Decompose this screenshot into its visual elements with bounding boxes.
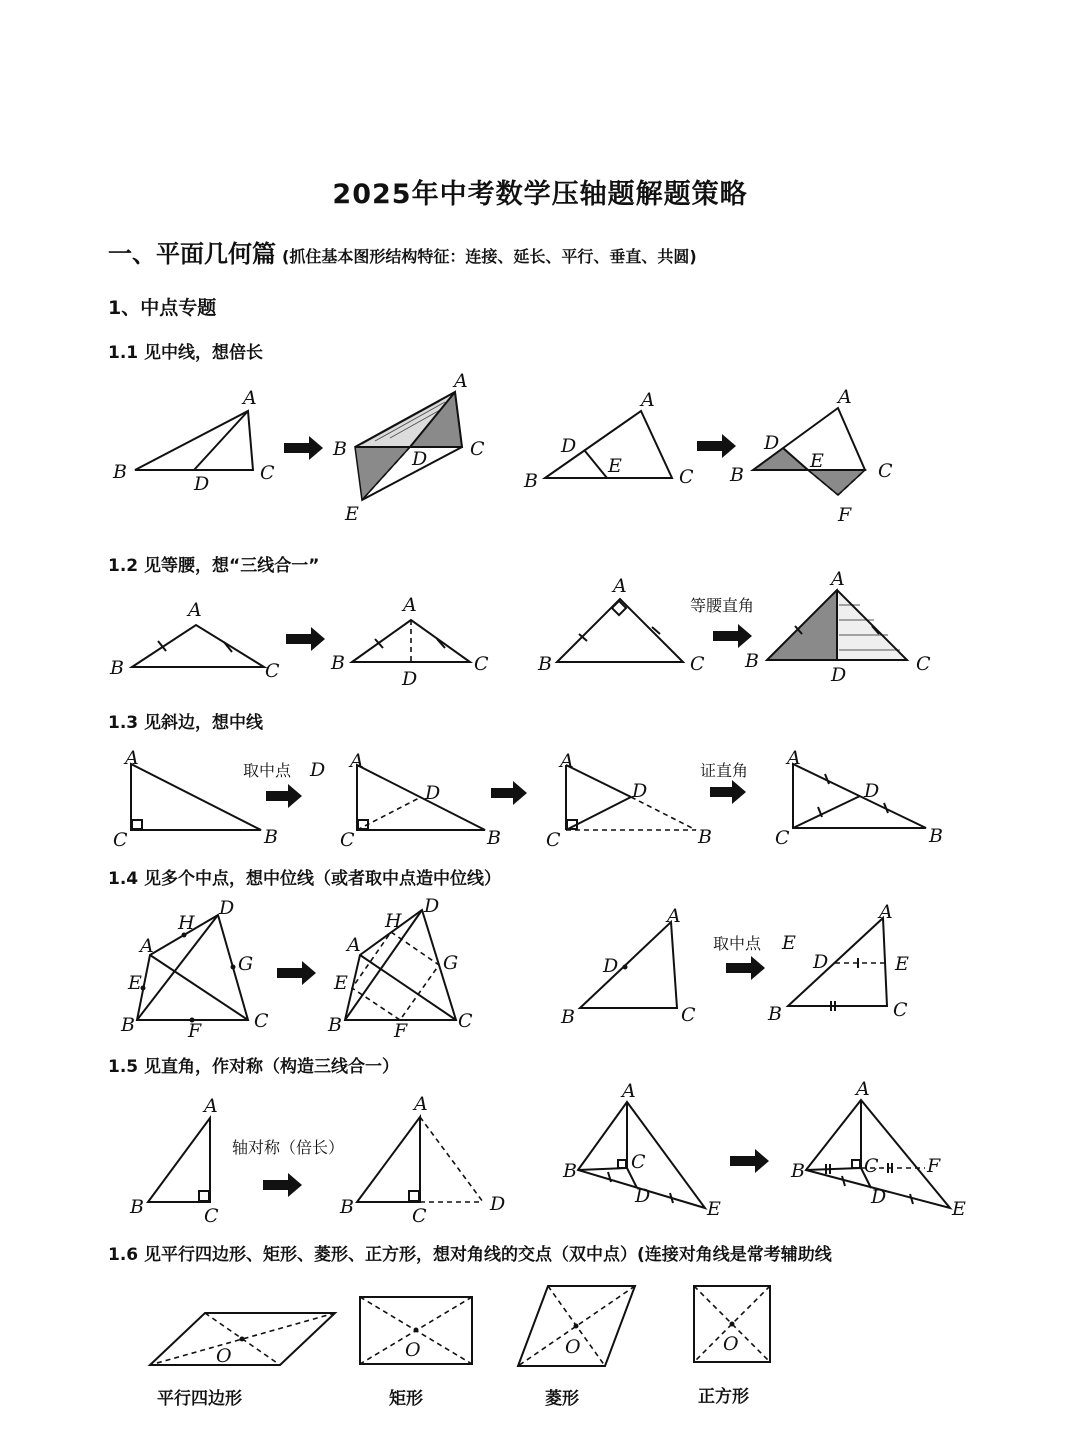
label-D: D: [831, 664, 847, 686]
label-A: A: [787, 747, 801, 769]
label-B: B: [333, 438, 347, 460]
label-D: D: [864, 780, 880, 802]
label-B: B: [113, 461, 127, 483]
label-A: A: [622, 1080, 636, 1102]
label-E: E: [895, 953, 909, 975]
label-B: B: [730, 464, 744, 486]
caption-rhombus: 菱形: [545, 1389, 579, 1409]
subsection-1-2: 1.2 见等腰，想“三线合一”: [108, 556, 320, 576]
label-B: B: [791, 1160, 805, 1182]
label-C: C: [916, 653, 931, 675]
section-note: (抓住基本图形结构特征：连接、延长、平行、垂直、共圆): [282, 247, 697, 266]
figure-1-4-midline: [767, 901, 909, 1025]
label-B: B: [487, 827, 501, 849]
figure-1-1-median-triangle: [112, 387, 275, 495]
label-C: C: [775, 827, 790, 849]
label-E: E: [707, 1198, 721, 1220]
label-B: B: [331, 652, 345, 674]
label-D: D: [632, 780, 648, 802]
arrow-right-icon: [726, 956, 765, 980]
label-C: C: [893, 999, 908, 1021]
label-F: F: [188, 1020, 202, 1042]
label-F: F: [838, 504, 852, 526]
arrow-right-icon: [710, 780, 746, 804]
label-C: C: [412, 1205, 427, 1227]
label-D: D: [635, 1185, 651, 1207]
figure-1-2-split: [744, 568, 931, 686]
label-D: D: [412, 448, 428, 470]
label-A: A: [856, 1078, 870, 1100]
label-D: D: [402, 668, 418, 690]
figure-1-1-doubled-median: [332, 370, 485, 525]
label-C: C: [878, 460, 893, 482]
annotation-isosceles-right: 等腰直角: [690, 596, 755, 615]
label-D: D: [424, 895, 440, 917]
label-B: B: [121, 1014, 135, 1036]
label-B: B: [698, 826, 712, 848]
label-F: F: [394, 1020, 408, 1042]
label-B: B: [563, 1160, 577, 1182]
label-C: C: [690, 653, 705, 675]
label-D: D: [425, 782, 441, 804]
label-O: O: [565, 1336, 581, 1358]
label-B: B: [768, 1003, 782, 1025]
label-C: C: [474, 653, 489, 675]
label-O: O: [405, 1339, 421, 1361]
label-C: C: [681, 1004, 696, 1026]
arrow-right-icon: [491, 781, 527, 805]
label-B: B: [328, 1014, 342, 1036]
label-A: A: [454, 370, 468, 392]
label-B: B: [524, 470, 538, 492]
label-E: E: [128, 972, 142, 994]
document-title: 2025年中考数学压轴题解题策略: [332, 179, 748, 210]
annotation-axial-symmetry: 轴对称（倍长）: [232, 1138, 345, 1157]
label-A: A: [204, 1095, 218, 1117]
figure-1-5-reflected: [339, 1093, 505, 1227]
figure-1-6-rectangle: [360, 1297, 472, 1364]
figure-1-4-triangle: [560, 905, 696, 1028]
label-A: A: [667, 905, 681, 927]
label-C: C: [260, 462, 275, 484]
label-C: C: [470, 438, 485, 460]
figure-1-3-midpoint: [340, 750, 501, 851]
label-A: A: [641, 389, 655, 411]
annotation-prove-right-angle: 证直角: [700, 761, 749, 780]
figure-1-2-isosceles: [109, 599, 280, 682]
label-H: H: [385, 910, 402, 932]
caption-parallelogram: 平行四边形: [157, 1389, 242, 1409]
label-E: E: [782, 932, 796, 954]
label-C: C: [265, 660, 280, 682]
label-O: O: [723, 1333, 739, 1355]
label-E: E: [952, 1198, 966, 1220]
label-G: G: [443, 952, 459, 974]
figure-1-6-parallelogram: [150, 1313, 335, 1367]
label-D: D: [603, 955, 619, 977]
label-A: A: [243, 387, 257, 409]
figure-1-6-rhombus: [518, 1286, 635, 1366]
label-A: A: [347, 934, 361, 956]
label-C: C: [864, 1155, 879, 1177]
label-B: B: [264, 826, 278, 848]
arrow-right-icon: [697, 434, 736, 458]
subsection-1-3: 1.3 见斜边，想中线: [108, 713, 264, 733]
subsection-1-4: 1.4 见多个中点，想中位线（或者取中点造中位线）: [108, 869, 502, 889]
label-A: A: [613, 575, 627, 597]
annotation-take-midpoint-d: 取中点: [243, 761, 292, 780]
label-A: A: [879, 901, 893, 923]
figure-1-5-triangle-two: [562, 1080, 721, 1220]
label-F: F: [927, 1155, 941, 1177]
label-G: G: [238, 953, 254, 975]
label-A: A: [403, 594, 417, 616]
label-E: E: [345, 503, 359, 525]
label-A: A: [414, 1093, 428, 1115]
label-B: B: [538, 653, 552, 675]
label-C: C: [254, 1010, 269, 1032]
figure-1-4-midlines: [327, 895, 473, 1042]
label-E: E: [608, 455, 622, 477]
arrow-right-icon: [277, 961, 316, 985]
label-D: D: [871, 1186, 887, 1208]
subsection-1-6: 1.6 见平行四边形、矩形、菱形、正方形，想对角线的交点（双中点）(连接对角线是常考辅助线: [108, 1245, 832, 1265]
label-A: A: [838, 386, 852, 408]
label-C: C: [113, 829, 128, 851]
label-E: E: [334, 972, 348, 994]
label-B: B: [745, 650, 759, 672]
label-D: D: [219, 897, 235, 919]
label-D: D: [561, 435, 577, 457]
label-D: D: [194, 473, 210, 495]
label-B: B: [130, 1196, 144, 1218]
label-A: A: [350, 750, 364, 772]
figure-1-2-right-isosceles: [537, 575, 705, 675]
topic-heading: 1、中点专题: [108, 297, 217, 319]
label-C: C: [631, 1151, 646, 1173]
label-B: B: [929, 825, 943, 847]
label-A: A: [560, 750, 574, 772]
figure-1-3-extended: [546, 750, 712, 851]
caption-rectangle: 矩形: [389, 1389, 423, 1409]
label-E: E: [810, 450, 824, 472]
label-D: D: [813, 951, 829, 973]
figure-1-6-square: [694, 1286, 770, 1362]
label-C: C: [340, 829, 355, 851]
arrow-right-icon: [266, 784, 302, 808]
label-B: B: [110, 657, 124, 679]
figure-1-1-midpoint-triangle: [523, 389, 694, 492]
figure-1-5-symmetric: [790, 1078, 966, 1220]
figure-1-1-extended: [729, 386, 893, 526]
label-C: C: [679, 466, 694, 488]
label-H: H: [178, 912, 195, 934]
section-title: 一、平面几何篇: [108, 240, 276, 268]
label-C: C: [458, 1010, 473, 1032]
label-D: D: [310, 759, 326, 781]
arrow-right-icon: [730, 1149, 769, 1173]
arrow-right-icon: [713, 624, 752, 648]
label-A: A: [188, 599, 202, 621]
annotation-take-midpoint-e: 取中点: [713, 934, 762, 953]
figure-1-2-three-lines: [330, 594, 489, 690]
figure-1-4-quadrilateral: [120, 897, 269, 1042]
label-C: C: [546, 829, 561, 851]
figure-1-3-result: [775, 747, 943, 849]
label-C: C: [204, 1205, 219, 1227]
arrow-right-icon: [286, 627, 325, 651]
label-O: O: [216, 1345, 232, 1367]
label-B: B: [561, 1006, 575, 1028]
label-B: B: [340, 1196, 354, 1218]
label-A: A: [140, 935, 154, 957]
label-A: A: [831, 568, 845, 590]
caption-square: 正方形: [698, 1387, 749, 1407]
label-D: D: [764, 432, 780, 454]
arrow-right-icon: [284, 436, 323, 460]
figure-1-5-right-triangle: [129, 1095, 219, 1227]
label-D: D: [490, 1193, 506, 1215]
subsection-1-5: 1.5 见直角，作对称（构造三线合一）: [108, 1057, 400, 1077]
label-A: A: [125, 747, 139, 769]
subsection-1-1: 1.1 见中线，想倍长: [108, 343, 264, 363]
arrow-right-icon: [263, 1173, 302, 1197]
